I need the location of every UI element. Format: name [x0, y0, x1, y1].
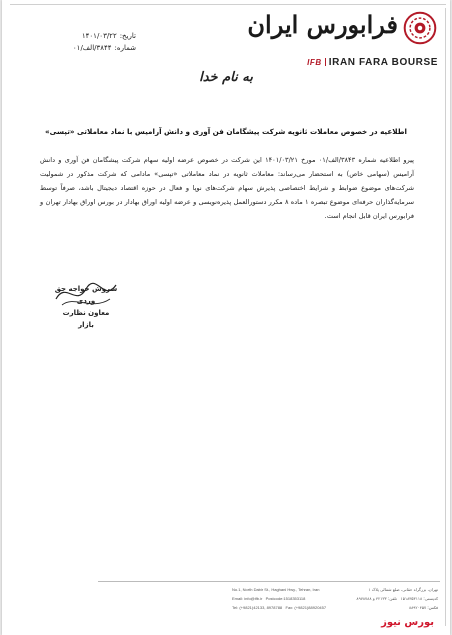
logo-divider [325, 58, 326, 66]
side-watermark [437, 350, 445, 540]
footer-address-fa [338, 585, 438, 612]
number-row [16, 42, 136, 54]
footer-fa-line: تهران، بزرگراه حقانی، ضلع شمالی پلاک ۱ [368, 587, 438, 592]
footer-en-line: No.1, North Dabir St., Haghani Hwy., Tehran, Iran [232, 587, 320, 592]
subject-line: اطلاعیه در خصوص معاملات ثانویه شرکت پیشگامان فن آوری و دانش آرامیس با نماد معاملاتی «تپسی» [45, 127, 407, 136]
footer-divider [98, 581, 440, 582]
footer-en-line: Tel: (+9821)42133, 8978788 Fax: (+9821)88920457 [232, 605, 327, 610]
date-value: ۱۴۰۱/۰۳/۲۲ [81, 32, 117, 40]
document-page [2, 0, 450, 635]
basmala-heading: به نام خدا [199, 70, 253, 85]
logo-english-name: IRAN FARA BOURSE [328, 57, 438, 68]
signature-block [54, 283, 118, 331]
number-value: ۳۸۴۴/الف/۰۱ [72, 44, 112, 52]
top-border [10, 4, 446, 5]
footer-en-line: Email: info@ifb.ir Postcode:1518353118 [232, 596, 306, 601]
signatory-name: سروش خواجه حق وردی [54, 285, 118, 305]
ifb-logo [247, 6, 438, 72]
date-row [16, 30, 136, 42]
bourse-news-stamp: بورس نیوز [381, 617, 434, 628]
footer-fa-line: فکس: ۸۸۹۲۰۴۵۷ [408, 605, 438, 610]
number-label: شماره: [114, 44, 136, 52]
letter-meta [16, 30, 136, 54]
ifb-emblem-icon [402, 10, 438, 46]
footer-fa-line: کدپستی: ۱۵۱۸۳۵۳۱۱۸ تلفن: ۴۲۱۳۳ و ۸۹۷۸۷۸۸ [356, 596, 438, 601]
logo-english-text [307, 57, 438, 68]
logo-abbr: IFB [307, 58, 322, 67]
signatory-title: معاون نظارت بازار [62, 309, 110, 329]
right-border [445, 8, 446, 626]
body-paragraph: پیرو اطلاعیه شماره ۳۸۴۳/الف/۰۱ مورخ ۱۴۰۱/۰۳/۲۱ این شرکت در خصوص عرضه اولیه سهام شرکت پیشگامان فن آوری و دانش آرامیس (سهامی خاص) به استحضار می‌رساند: معاملات ثانویه در نماد معاملاتی «تپسی» مادامی که شرکت مذکور در شمولیت شرکت‌های موضوع ضوابط و شرایط اختصاصی پذیرش سهام شرکت‌های نوپا و فعال در حوزه اقتصاد دیجیتال باشد، صرفاً توسط سرمایه‌گذاران حرفه‌ای موضوع تبصره ۱ ماده ۸ مکرر دستورالعمل پذیره‌نویسی و عرضه اولیه اوراق بهادار در بورس اوراق بهادار تهران و فرابورس ایران قابل انجام است. [40, 156, 414, 220]
logo-persian-text: فرابورس ایران [247, 10, 398, 39]
date-label: تاریخ: [119, 32, 136, 40]
